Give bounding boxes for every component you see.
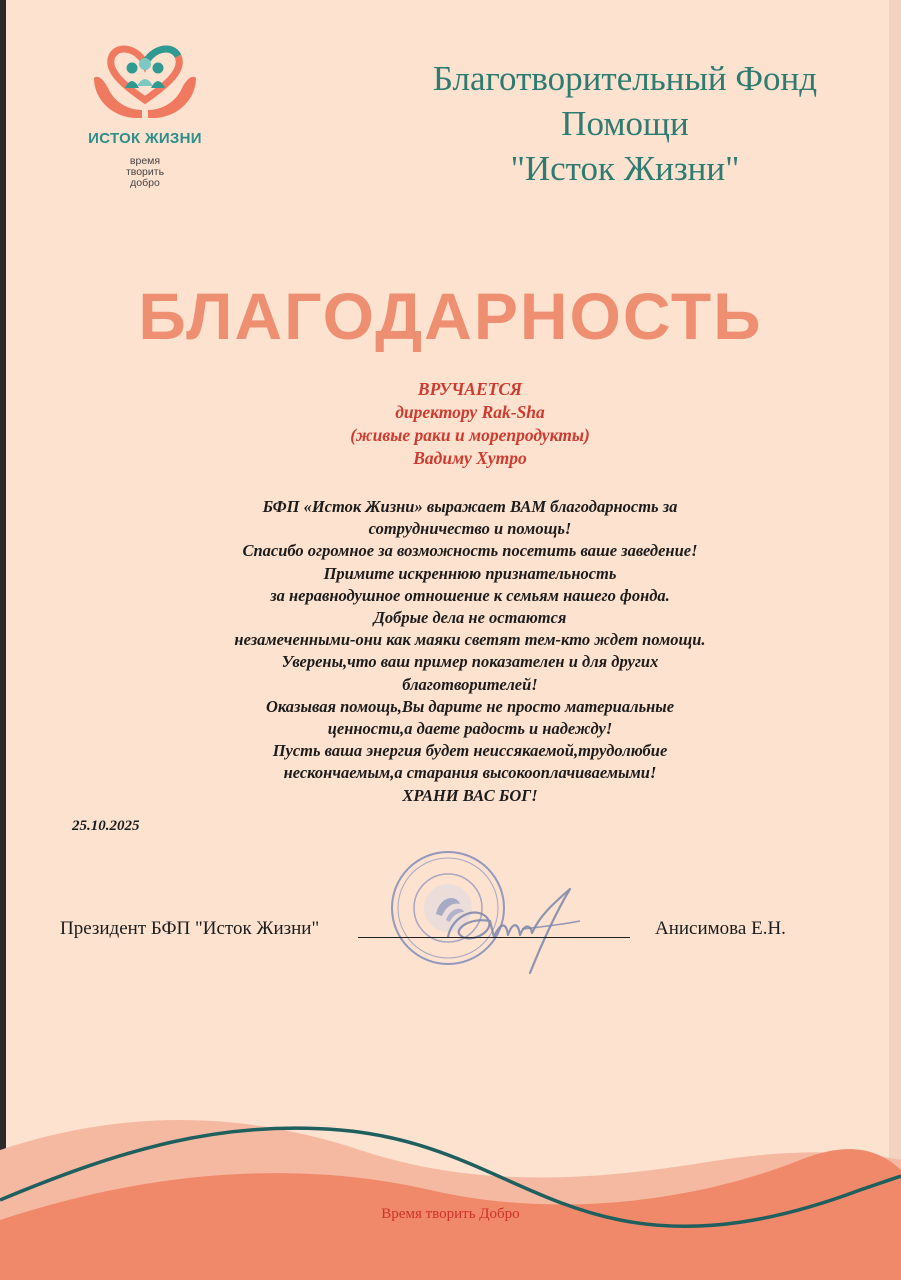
body-line: нескончаемым,а старания высокооплачиваемыми! [283, 763, 657, 783]
heart-hands-icon [88, 38, 202, 128]
left-edge [0, 0, 6, 1280]
signer-name: Анисимова Е.Н. [655, 918, 786, 939]
signer-position: Президент БФП "Исток Жизни" [60, 918, 320, 939]
body-line: Оказывая помощь,Вы дарите не просто материальные [265, 696, 675, 716]
body-line: ценности,а даете радость и надежду! [327, 719, 613, 739]
body-line: БФП «Исток Жизни» выражает ВАМ благодарность за [262, 497, 678, 516]
foundation-line: "Исток Жизни" [510, 149, 740, 188]
body-line: Примите искреннюю признательность [323, 563, 617, 583]
body-line: ХРАНИ ВАС БОГ! [402, 785, 538, 805]
issue-date: 25.10.2025 [72, 818, 140, 834]
body-line: Уверены,что ваш пример показателен и для других [281, 652, 659, 672]
award-line: Вадиму Хутро [413, 448, 527, 468]
right-edge [889, 0, 901, 1280]
body-line: сотрудничество и помощь! [368, 519, 572, 539]
footer-waves [0, 1090, 901, 1280]
body-line: Спасибо огромное за возможность посетить ваше заведение! [242, 541, 698, 561]
logo-name: ИСТОК ЖИЗНИ [88, 130, 202, 147]
gratitude-text [120, 496, 820, 807]
document-title: БЛАГОДАРНОСТЬ [138, 279, 763, 353]
award-line: директору Rak-Sha [395, 402, 545, 422]
footer-motto: Время творить Добро [381, 1206, 520, 1222]
foundation-line: Благотворительный Фонд [432, 59, 818, 98]
foundation-logo [70, 38, 220, 198]
foundation-line: Помощи [561, 104, 689, 143]
body-line: Добрые дела не остаются [373, 608, 567, 628]
award-line: ВРУЧАЕТСЯ [417, 379, 523, 399]
signature-row [60, 918, 860, 948]
body-line: Пусть ваша энергия будет неиссякаемой,трудолюбие [272, 741, 668, 761]
body-line: благотворителей! [402, 674, 538, 694]
award-line: (живые раки и морепродукты) [350, 425, 590, 445]
body-line: за неравнодушное отношение к семьям нашего фонда. [270, 585, 670, 605]
award-recipient [200, 378, 740, 470]
body-line: незамеченными-они как маяки светят тем-кто ждет помощи. [234, 630, 706, 650]
foundation-heading [395, 56, 855, 191]
signature-line [358, 937, 630, 938]
logo-tagline: время творить добро [125, 155, 165, 189]
